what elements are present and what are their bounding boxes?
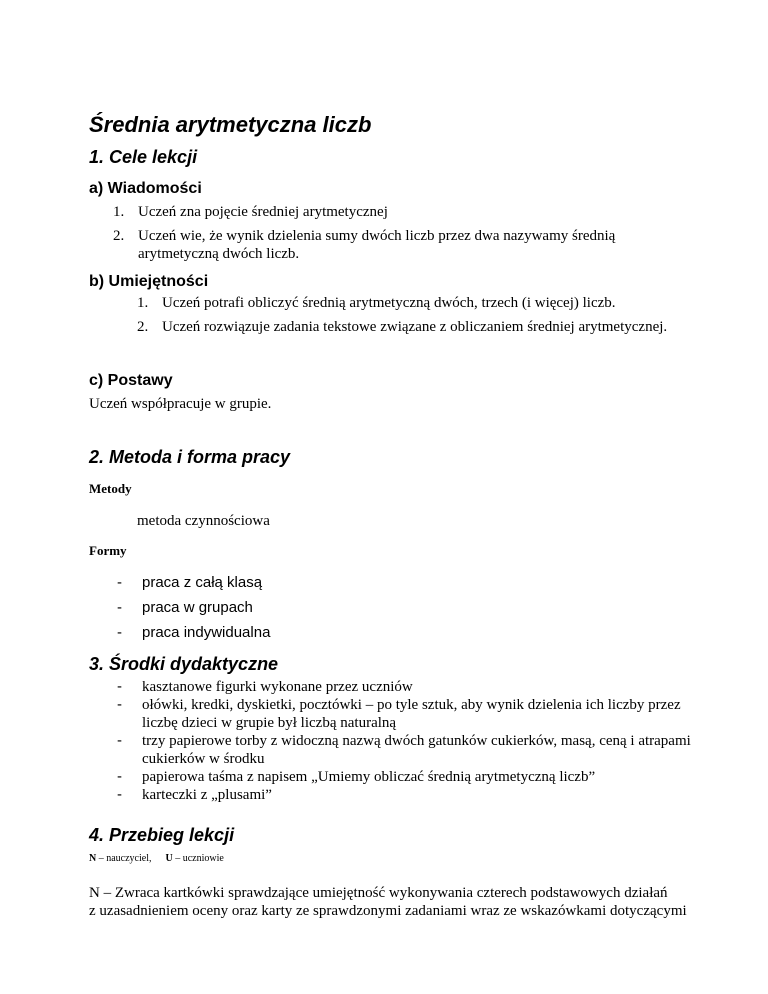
section-1-heading: 1. Cele lekcji — [89, 147, 198, 167]
subsection-c-heading: c) Postawy — [89, 372, 173, 389]
list-dash: - — [117, 574, 122, 591]
list-item — [117, 768, 697, 786]
list-dash: - — [117, 732, 122, 749]
list-item — [137, 294, 737, 314]
list-item — [117, 732, 697, 768]
list-dash: - — [117, 696, 122, 713]
list-dash: - — [117, 786, 122, 803]
list-dash: - — [117, 768, 122, 785]
forms-label: Formy — [89, 543, 127, 558]
list-item — [117, 786, 697, 804]
list-item-text: ołówki, kredki, dyskietki, pocztówki – po tyle sztuk, aby wynik dzielenia ich liczby przez liczbę dzieci w grupie był liczbą naturalną — [142, 697, 681, 731]
list-dash: - — [117, 678, 122, 695]
list-dash: - — [117, 624, 122, 641]
document-title: Średnia arytmetyczna liczb — [89, 112, 372, 137]
list-item-number: 1. — [113, 204, 125, 220]
subsection-b-heading: b) Umiejętności — [89, 273, 209, 290]
list-item — [117, 599, 417, 619]
list-item — [137, 318, 737, 338]
list-item-text: Uczeń zna pojęcie średniej arytmetycznej — [138, 204, 388, 220]
list-item-text: Uczeń wie, że wynik dzielenia sumy dwóch liczb przez dwa nazywamy średnią arytmetyczną dwóch liczb. — [138, 228, 616, 262]
list-item-text: Uczeń potrafi obliczyć średnią arytmetyczną dwóch, trzech (i więcej) liczb. — [162, 295, 616, 311]
list-item-text: karteczki z „plusami” — [142, 787, 272, 803]
legend — [89, 853, 224, 864]
section-3-heading: 3. Środki dydaktyczne — [89, 654, 279, 674]
legend-n-letter: N — [89, 853, 97, 864]
list-item-text: praca z całą klasą — [142, 574, 263, 591]
legend-u-text: – uczniowie — [172, 853, 224, 864]
list-dash: - — [117, 599, 122, 616]
list-item-text: papierowa taśma z napisem „Umiemy obliczać średnią arytmetyczną liczb” — [142, 769, 596, 785]
section-2-heading: 2. Metoda i forma pracy — [89, 447, 291, 467]
methods-label: Metody — [89, 481, 132, 496]
list-item-text: kasztanowe figurki wykonane przez uczniów — [142, 679, 413, 695]
list-item-number: 2. — [137, 319, 149, 335]
list-item-text: praca indywidualna — [142, 624, 271, 641]
legend-u-letter: U — [165, 853, 173, 864]
list-item-text: praca w grupach — [142, 599, 253, 616]
list-item — [117, 624, 417, 644]
list-item-number: 2. — [113, 228, 125, 244]
legend-n-text: – nauczyciel, — [96, 853, 152, 864]
postawy-text: Uczeń współpracuje w grupie. — [89, 396, 272, 412]
paragraph-line: z uzasadnieniem oceny oraz karty ze sprawdzonymi zadaniami wraz ze wskazówkami dotyczącymi — [89, 903, 687, 919]
list-item — [113, 203, 673, 223]
list-item — [117, 574, 417, 594]
list-item — [117, 696, 697, 732]
section-4-heading: 4. Przebieg lekcji — [89, 825, 235, 845]
list-item — [113, 227, 673, 265]
subsection-a-heading: a) Wiadomości — [89, 180, 202, 197]
paragraph-line: N – Zwraca kartkówki sprawdzające umiejętność wykonywania czterech podstawowych działań — [89, 885, 668, 901]
list-item — [117, 678, 697, 696]
list-item-text: trzy papierowe torby z widoczną nazwą dwóch gatunków cukierków, masą, ceną i atrapami cukierków w środku — [142, 733, 691, 767]
method-text: metoda czynnościowa — [137, 513, 270, 529]
list-item-number: 1. — [137, 295, 149, 311]
list-item-text: Uczeń rozwiązuje zadania tekstowe związane z obliczaniem średniej arytmetycznej. — [162, 319, 668, 335]
